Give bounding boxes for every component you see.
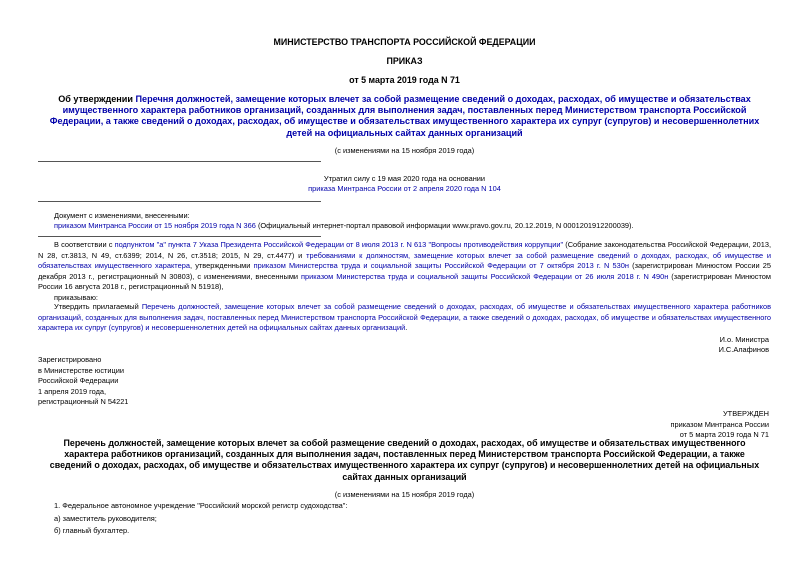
approved-word: УТВЕРЖДЕН	[722, 409, 769, 418]
list-amended-note: (с изменениями на 15 ноября 2019 года)	[334, 490, 475, 499]
document-type: ПРИКАЗ	[386, 56, 423, 66]
preamble-text: (зарегистрирован Минюстом России 25 декабря 2013 г., регистрационный N 30803), с изменениями, внесенными	[38, 261, 772, 281]
order-word: приказываю:	[54, 293, 98, 302]
registration-line: 1 апреля 2019 года,	[38, 386, 107, 396]
title-link[interactable]: Перечня должностей, замещение которых влечет за собой размещение сведений о доходах, расходах, об имуществе и обязательствах имущественного характера работников организаций, созданных для выполнения задач, поставленных перед Министерством транспорта Российской Федерации, а также сведений о доходах, расходах, об имуществе и обязательствах имущественного характера их супруг (супругов) и несовершеннолетних детей на официальных сайтах данных организаций	[49, 94, 760, 138]
divider	[38, 236, 321, 237]
list-items	[54, 501, 347, 537]
preamble-text: , утвержденными	[189, 261, 254, 271]
labor-order-link[interactable]: приказом Министерства труда и социальной защиты Российской Федерации от 7 октября 2013 г. N 530н	[253, 261, 629, 271]
registration-line: регистрационный N 54221	[38, 397, 129, 407]
list-link[interactable]: Перечень должностей, замещение которых влечет за собой размещение сведений о доходах, расходах, об имуществе и обязательствах имущественного характера работников организаций, созданных для выполнения задач, поставленных перед Министерством транспорта Российской Федерации, а также сведений о доходах, расходах, об имуществе и обязательствах имущественного характера их супруг (супругов) и несовершеннолетних детей на официальных сайтах данных организаций	[38, 302, 771, 333]
registration-block	[38, 355, 128, 408]
approved-line: приказом Минтранса России	[670, 419, 769, 429]
signature-name: И.С.Алафинов	[718, 345, 769, 354]
list-item: 1. Федеральное автономное учреждение "Российский морской регистр судоходства":	[54, 501, 348, 510]
registration-line: в Министерстве юстиции	[38, 365, 125, 375]
list-item: б) главный бухгалтер.	[54, 526, 130, 536]
preamble-text: (Собрание законодательства Российской Федерации, 2013, N 28, ст.3813, N 49, ст.6399; 2014, N 26, ст.3518; 2015, N 29, ст.4477) и	[38, 240, 772, 260]
changes-text	[54, 221, 774, 232]
document-title	[40, 94, 769, 139]
preamble-text: В соответствии с	[54, 240, 115, 249]
preamble-paragraph	[38, 240, 771, 293]
lost-force-link[interactable]: приказа Минтранса России от 2 апреля 2020 года N 104	[308, 184, 501, 193]
registration-line: Зарегистрировано	[38, 355, 102, 364]
changes-rest: (Официальный интернет-портал правовой информации www.pravo.gov.ru, 20.12.2019, N 0001201912200039).	[255, 221, 634, 230]
approved-block	[671, 409, 770, 441]
signature-position: И.о. Министра	[719, 335, 769, 344]
preamble-text: (зарегистрирован Минюстом России 16 августа 2018 г., регистрационный N 51918),	[38, 271, 771, 292]
lost-force-note: Утратил силу с 19 мая 2020 года на основании	[323, 174, 486, 183]
list-title: Перечень должностей, замещение которых влечет за собой размещение сведений о доходах, расходах, об имуществе и обязательствах имущественного характера работников организаций, созданных для выполнения задач, поставленных перед Министерством транспорта Российской Федерации, а также сведений о доходах, расходах, об имуществе и обязательствах имущественного характера их супруг (супругов) и несовершеннолетних детей на официальных сайтах данных организаций	[49, 438, 760, 482]
approve-paragraph	[38, 302, 771, 334]
divider	[38, 161, 321, 162]
approve-text: .	[405, 323, 408, 333]
approve-text: Утвердить прилагаемый	[54, 302, 142, 311]
labor-order-amend-link[interactable]: приказом Министерства труда и социальной защиты Российской Федерации от 26 июля 2018 г. N 490н	[301, 271, 669, 281]
requirements-link[interactable]: требованиями к должностям, замещение которых влечет за собой размещение сведений о доходах, расходах, об имуществе и обязательствах имущественного характера	[38, 250, 771, 271]
registration-line: Российской Федерации	[38, 376, 119, 386]
ministry-heading: МИНИСТЕРСТВО ТРАНСПОРТА РОССИЙСКОЙ ФЕДЕРАЦИИ	[273, 37, 536, 47]
document-date-number: от 5 марта 2019 года N 71	[349, 75, 460, 85]
list-item: а) заместитель руководителя;	[54, 513, 157, 523]
approved-line: от 5 марта 2019 года N 71	[679, 430, 769, 440]
decree-link[interactable]: подпунктом "а" пункта 7 Указа Президента Российской Федерации от 8 июля 2013 г. N 613 "Вопросы противодействия коррупции"	[114, 240, 564, 249]
changes-label: Документ с изменениями, внесенными:	[54, 211, 190, 220]
divider	[38, 201, 321, 202]
changes-link[interactable]: приказом Минтранса России от 15 ноября 2019 года N 366	[54, 221, 256, 230]
title-prefix: Об утверждении	[58, 94, 136, 104]
amended-note: (с изменениями на 15 ноября 2019 года)	[334, 146, 475, 155]
